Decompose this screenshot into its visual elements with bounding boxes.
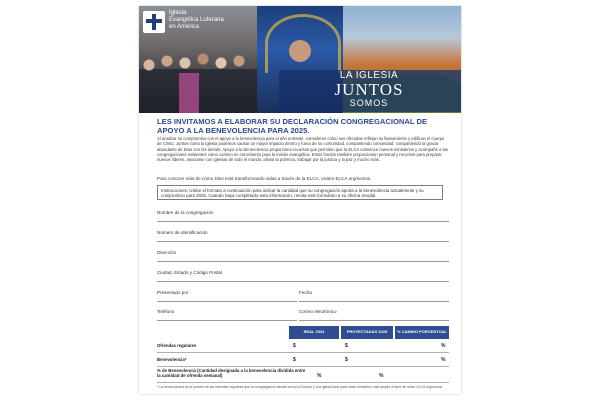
table-header — [157, 326, 449, 339]
header-banner — [139, 6, 461, 113]
phone-field[interactable] — [157, 308, 297, 321]
congregation-name-field[interactable] — [157, 209, 449, 222]
city-state-zip-field[interactable] — [157, 269, 449, 282]
row-label: Ofrendas regulares — [157, 343, 197, 349]
cell-projected-2025[interactable]: % — [379, 373, 384, 379]
row-label: % de Benevolencia (Cantidad designada a la benevolencia dividida entre la cantidad de ofrenda semanal) — [157, 368, 306, 379]
field-label: Número de identificación — [157, 230, 208, 235]
form-page — [139, 6, 461, 394]
field-label: Presentado por — [157, 290, 189, 295]
page-heading: LES INVITAMOS A ELABORAR SU DECLARACIÓN CONGREGACIONAL DE APOYO A LA BENEVOLENCIA PARA 2025. — [157, 117, 428, 135]
field-label: Dirección — [157, 250, 177, 255]
date-field[interactable] — [299, 289, 449, 302]
cell-real-2024[interactable]: % — [317, 373, 322, 379]
logo-line-1: Iglesia — [169, 10, 187, 16]
logo-line-2: Evangélica Luterana — [169, 17, 224, 23]
table-row — [157, 368, 449, 383]
tagline-1: LA IGLESIA — [339, 70, 399, 81]
field-label: Fecha — [299, 290, 312, 295]
tagline — [289, 70, 449, 108]
header-percent-change: % CAMBIO PORCENTUAL — [395, 326, 449, 339]
footnote: * La benevolencia es la porción de las ofrendas regulares que su congregación decide enviar al Sínodo y a la iglesia toda para hacer ministerio más amplio a favor de otras. ELCA.org/somos — [157, 385, 443, 389]
header-real-2024: REAL 2024 — [289, 326, 339, 339]
table-row — [157, 340, 449, 353]
row-label: Benevolencia* — [157, 357, 187, 363]
field-label: Teléfono — [157, 309, 175, 314]
cell-projected-2025[interactable]: $ — [345, 357, 348, 363]
field-label: Ciudad, Estado y Código Postal — [157, 270, 222, 275]
submitted-by-field[interactable] — [157, 289, 297, 302]
elca-logo — [143, 10, 263, 40]
cell-projected-2025[interactable]: $ — [345, 343, 348, 349]
address-field[interactable] — [157, 249, 449, 262]
cell-real-2024[interactable]: $ — [293, 343, 296, 349]
id-number-field[interactable] — [157, 229, 449, 242]
header-projected-2025: PROYECTADAS 2025 — [341, 326, 393, 339]
logo-line-3: en América — [169, 24, 200, 30]
field-label: Nombre de la congregación — [157, 210, 214, 215]
cell-percent-change[interactable]: % — [441, 343, 446, 349]
email-field[interactable] — [299, 308, 449, 321]
tagline-3: SOMOS — [349, 98, 389, 108]
field-label: Correo electrónico — [299, 309, 337, 314]
cross-icon — [143, 11, 165, 33]
table-row — [157, 354, 449, 367]
cell-real-2024[interactable]: $ — [293, 357, 296, 363]
tagline-2: JUNTOS — [334, 80, 404, 99]
cell-percent-change[interactable]: % — [441, 357, 446, 363]
body-paragraph: Al analizar su compromiso con el apoyo a la benevolencia para el año entrante, consideren cómo sus ofrendas reflejan su llamamiento y edifican el cuerpo de Cristo. Juntos como la iglesia podemos causar un mayor impacto dentro y fuera de su comunidad, compartiendo comunidad, compartiendo la gracia abundante de Dios con los demás. Apoyo a la Benevolencia proporciona recursos que permiten que la ELCA comience nuevos ministerios y acompañe a las congregaciones existentes como camino en crecimiento para la misión evangélica. Estos fondos también proporcionan personal y recursos para preparar nuevos líderes, asociarse con iglesias de todo el mundo, aliviar la pobreza, trabajar por la justicia y la paz y mucho más. — [157, 136, 448, 163]
instructions-box: Instrucciones: Utilice el formato a continuación para indicar la cantidad que su congregación aporta a la benevolencia actualmente y su compromiso para 2025. Cuando haya completado esta información, remita este formulario a su oficina sinodal. — [157, 185, 443, 200]
more-info-text: Para conocer más de cómo Dios está transformando vidas a través de la ELCA, visiten ELCA.org/somos. — [157, 176, 372, 181]
